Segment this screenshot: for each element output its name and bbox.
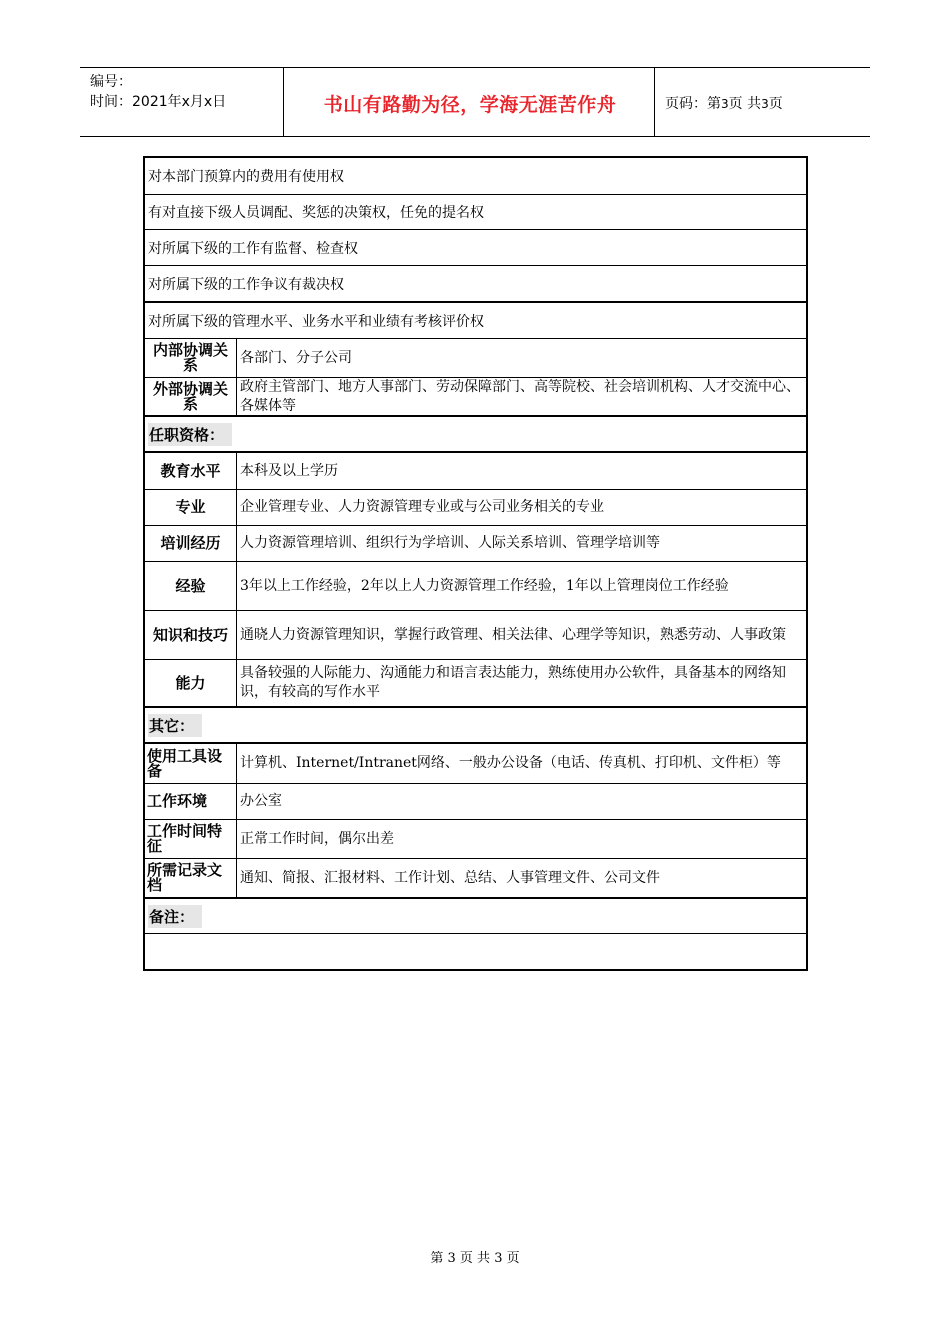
- external-relations-row: [145, 378, 806, 417]
- qualification-value: 具备较强的人际能力、沟通能力和语言表达能力，熟练使用办公软件，具备基本的网络知识，有较高的写作水平: [240, 665, 786, 700]
- header-info: [90, 72, 226, 112]
- qualification-value: 人力资源管理培训、组织行为学培训、人际关系培训、管理学培训等: [240, 535, 660, 551]
- qualification-value: 本科及以上学历: [240, 462, 338, 479]
- qualification-label: 培训经历: [145, 526, 237, 561]
- qualification-row: [145, 660, 806, 708]
- document-number-label: 编号：: [90, 74, 132, 90]
- page-suffix: 页: [768, 96, 783, 112]
- notes-section-header: [145, 899, 806, 934]
- external-relations-label: 外部协调关系: [145, 378, 237, 415]
- qualification-row: [145, 526, 806, 562]
- rights-row: [145, 303, 806, 339]
- other-label: 使用工具设备: [145, 744, 237, 783]
- rights-row: [145, 266, 806, 303]
- notes-content-row: [145, 934, 806, 967]
- header-page-number: [665, 93, 783, 113]
- page-current: 3: [721, 97, 729, 111]
- job-description-table: [143, 156, 808, 971]
- header-motto: 书山有路勤为径，学海无涯苦作舟: [323, 94, 617, 116]
- qualification-row: [145, 562, 806, 611]
- notes-title: 备注：: [148, 905, 202, 928]
- qualification-row: [145, 453, 806, 490]
- other-row: [145, 784, 806, 820]
- rights-text: 对所属下级的工作争议有裁决权: [148, 276, 344, 293]
- rights-row: [145, 195, 806, 230]
- qualification-row: [145, 611, 806, 660]
- qualification-value: 3年以上工作经验，2年以上人力资源管理工作经验，1年以上管理岗位工作经验: [240, 577, 729, 594]
- external-relations-value: 政府主管部门、地方人事部门、劳动保障部门、高等院校、社会培训机构、人才交流中心、各媒体等: [240, 378, 800, 414]
- other-row: [145, 859, 806, 899]
- page-prefix: 页码：第: [665, 96, 721, 112]
- internal-relations-row: [145, 339, 806, 378]
- other-value: 正常工作时间，偶尔出差: [240, 830, 394, 847]
- qualification-label: 教育水平: [145, 453, 237, 489]
- other-row: [145, 820, 806, 859]
- internal-relations-value: 各部门、分子公司: [240, 349, 352, 366]
- other-label: 所需记录文档: [145, 859, 237, 897]
- notes-content: [148, 934, 803, 967]
- page-total: 3: [761, 97, 769, 111]
- page-header: [80, 67, 870, 137]
- document-date: 时间：2021年x月x日: [90, 94, 227, 110]
- qualifications-section-header: [145, 417, 806, 453]
- other-value: 通知、简报、汇报材料、工作计划、总结、人事管理文件、公司文件: [240, 869, 660, 886]
- internal-relations-label: 内部协调关系: [145, 339, 237, 377]
- qualifications-title: 任职资格：: [148, 423, 232, 446]
- rights-text: 有对直接下级人员调配、奖惩的决策权，任免的提名权: [148, 205, 484, 221]
- qualification-value: 通晓人力资源管理知识，掌握行政管理、相关法律、心理学等知识，熟悉劳动、人事政策: [240, 626, 786, 643]
- other-title: 其它：: [148, 714, 202, 737]
- qualification-row: [145, 490, 806, 526]
- rights-row: [145, 230, 806, 266]
- other-row: [145, 744, 806, 784]
- other-value: 计算机、Internet/Intranet网络、一般办公设备（电话、传真机、打印机、文件柜）等: [240, 755, 781, 771]
- rights-text: 对所属下级的工作有监督、检查权: [148, 240, 358, 257]
- qualification-label: 知识和技巧: [145, 611, 237, 659]
- rights-row: [145, 158, 806, 195]
- qualification-label: 专业: [145, 490, 237, 525]
- other-label: 工作环境: [145, 784, 237, 819]
- header-divider: [283, 68, 284, 136]
- qualification-label: 能力: [145, 660, 237, 706]
- other-label: 工作时间特征: [145, 820, 237, 858]
- rights-text: 对本部门预算内的费用有使用权: [148, 169, 344, 185]
- qualification-value: 企业管理专业、人力资源管理专业或与公司业务相关的专业: [240, 499, 604, 515]
- other-section-header: [145, 708, 806, 744]
- qualification-label: 经验: [145, 562, 237, 610]
- page-footer: 第 3 页 共 3 页: [430, 1251, 520, 1266]
- other-value: 办公室: [240, 793, 282, 809]
- page-middle: 页 共: [728, 96, 762, 112]
- rights-text: 对所属下级的管理水平、业务水平和业绩有考核评价权: [148, 313, 484, 330]
